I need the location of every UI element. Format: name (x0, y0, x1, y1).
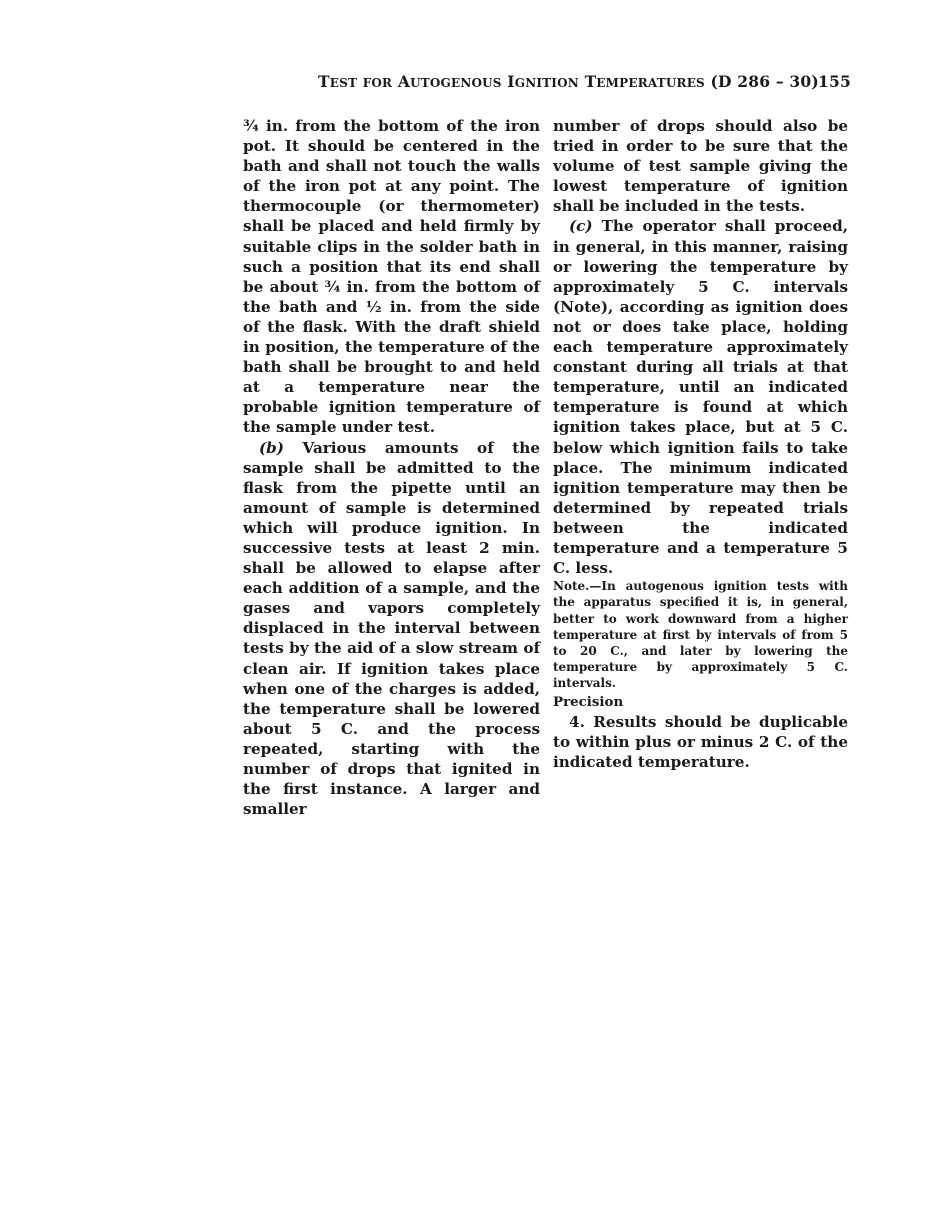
left-column (243, 116, 540, 819)
item-label-b: (b) (259, 438, 284, 457)
paragraph-continued-right: number of drops should also be tried in order to be sure that the volume of test sample giving the lowest temperature of ignition shall be included in the tests. (553, 117, 848, 216)
running-title: TEST FOR AUTOGENOUS IGNITION TEMPERATURES (D 286 – 30) (318, 72, 819, 91)
paragraph-4: 4. Results should be duplicable to within plus or minus 2 C. of the indicated temperature. (553, 712, 848, 771)
note-label: Note. (553, 579, 590, 594)
page-number: 155 (818, 72, 851, 91)
running-header (318, 72, 851, 96)
paragraph-b: (b) Various amounts of the sample shall be admitted to the flask from the pipette until an amount of sample is determined which will produce ignition. In successive tests at least 2 min. shall be allowed to elapse after each addition of a sample, and the gases and vapors completely displaced in the interval between tests by the aid of a slow stream of clean air. If ignition takes place when one of the charges is added, the temperature shall be lowered about 5 C. and the process repeated, starting with the number of drops that ignited in the first instance. A larger and smaller (243, 438, 540, 819)
note: Note.—In autogenous ignition tests with the apparatus specified it is, in general, better to work downward from a higher temperature at first by intervals of from 5 to 20 C., and later by lowering the temperature by approximately 5 C. intervals. (553, 579, 848, 691)
item-label-c: (c) (569, 217, 593, 236)
right-column (553, 116, 848, 772)
paragraph-continued: ¾ in. from the bottom of the iron pot. It should be centered in the bath and shall not touch the walls of the iron pot at any point. The thermocouple (or thermometer) shall be placed and held firmly by suitable clips in the solder bath in such a position that its end shall be about ¾ in. from the bottom of the bath and ½ in. from the side of the flask. With the draft shield in position, the temperature of the bath shall be brought to and held at a temperature near the probable ignition temperature of the sample under test. (243, 117, 540, 437)
section-heading-precision: Precision (553, 693, 624, 710)
paragraph-c: (c) The operator shall proceed, in general, in this manner, raising or lowering the temperature by approximately 5 C. intervals (Note), according as ignition does not or does take place, holding each temperature approximately constant during all trials at that temperature, until an indicated temperature is found at which ignition takes place, but at 5 C. below which ignition fails to take place. The minimum indicated ignition temperature may then be determined by repeated trials between the indicated temperature and a temperature 5 C. less. (553, 217, 848, 578)
